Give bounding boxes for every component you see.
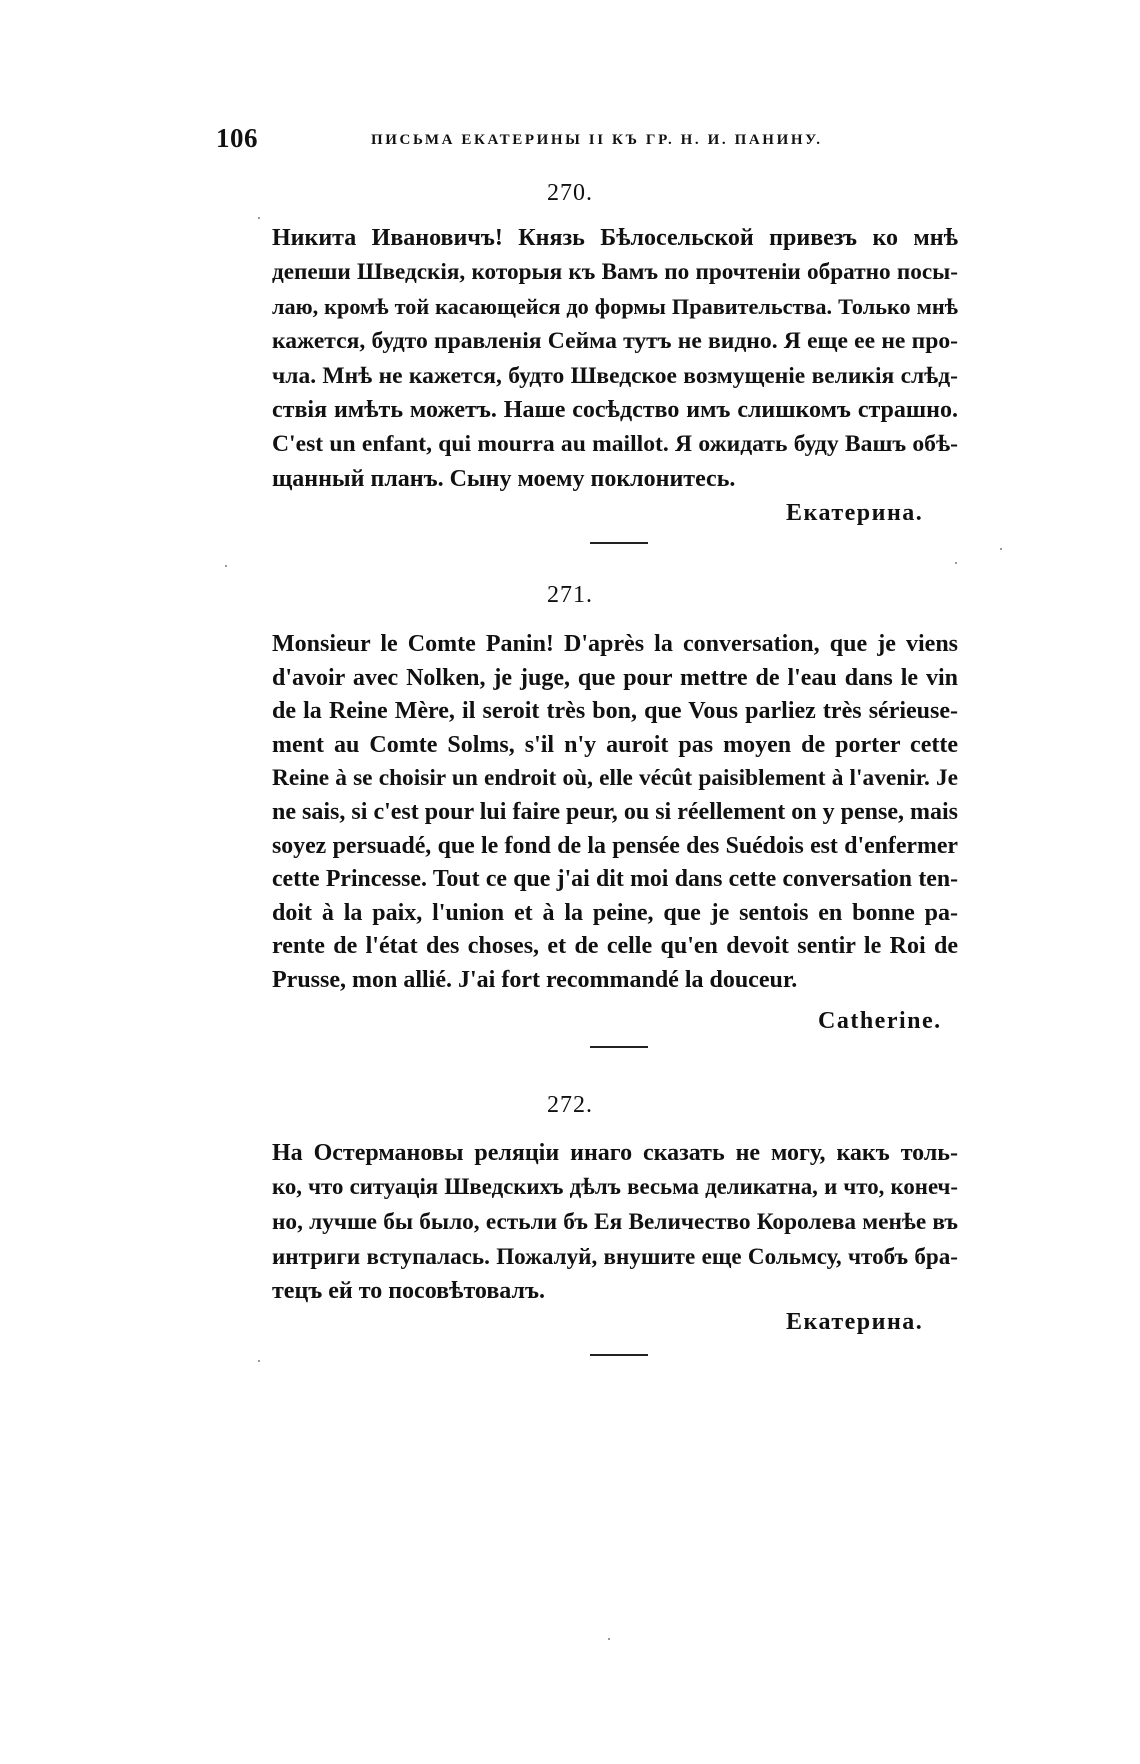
running-head-title: ПИСЬМА ЕКАТЕРИНЫ II КЪ ГР. Н. И. ПАНИНУ.: [371, 132, 823, 148]
text-line: doit à la paix, l'union et à la peine, que je sentois en bonne pa-: [272, 899, 958, 926]
letter-272-body: [272, 1136, 958, 1308]
text-line: ne sais, si c'est pour lui faire peur, ou si réellement on y pense, mais: [272, 798, 958, 825]
letter-271-signature: Catherine.: [818, 1008, 942, 1034]
letter-number-271: 271.: [547, 582, 593, 608]
text-line: Никита Ивановичъ! Князь Бѣлосельской привезъ ко мнѣ: [272, 225, 958, 251]
text-line: тецъ ей то посовѣтовалъ.: [272, 1277, 545, 1304]
text-line: cette Princesse. Tout ce que j'ai dit moi dans cette conversation ten-: [272, 866, 958, 893]
page-number: 106: [216, 123, 258, 153]
scan-speck: [955, 562, 957, 564]
scan-speck: [258, 217, 260, 219]
text-line: депеши Шведскія, которыя къ Вамъ по прочтеніи обратно посы-: [272, 259, 958, 286]
scan-speck: [258, 1360, 260, 1362]
letter-270-signature: Екатерина.: [786, 500, 924, 526]
text-line: На Остермановы реляціи инаго сказать не могу, какъ толь-: [272, 1140, 958, 1166]
text-line: но, лучше бы было, естьли бъ Ея Величество Королева менѣе въ: [272, 1208, 958, 1235]
letter-271-body: [272, 628, 958, 998]
scan-speck: [608, 1638, 610, 1640]
scan-speck: [1000, 548, 1002, 550]
text-line: Monsieur le Comte Panin! D'après la conversation, que je viens: [272, 631, 958, 657]
text-line: soyez persuadé, que le fond de la pensée des Suédois est d'enfermer: [272, 832, 958, 859]
text-line: de la Reine Mère, il seroit très bon, que Vous parliez très sérieuse-: [272, 698, 958, 725]
letter-270-body: [272, 221, 958, 496]
text-line: кажется, будто правленія Сейма тутъ не видно. Я еще ее не про-: [272, 328, 958, 355]
letter-272-signature: Екатерина.: [786, 1309, 924, 1335]
section-divider: [590, 1354, 648, 1356]
section-divider: [590, 542, 648, 544]
scan-speck: [225, 565, 227, 567]
text-line: ко, что ситуація Шведскихъ дѣлъ весьма деликатна, и что, конеч-: [272, 1174, 958, 1200]
text-line: щанный планъ. Сыну моему поклонитесь.: [272, 465, 736, 492]
text-line: Prusse, mon allié. J'ai fort recommandé la douceur.: [272, 966, 798, 993]
letter-number-270: 270.: [547, 180, 593, 206]
text-line: C'est un enfant, qui mourra au maillot. Я ожидать буду Вашъ обѣ-: [272, 431, 958, 458]
text-line: Reine à se choisir un endroit où, elle vécût paisiblement à l'avenir. Je: [272, 765, 958, 792]
section-divider: [590, 1046, 648, 1048]
running-head: [216, 118, 902, 158]
text-line: rente de l'état des choses, et de celle qu'en devoit sentir le Roi de: [272, 933, 958, 960]
letter-number-272: 272.: [547, 1092, 593, 1118]
text-line: интриги вступалась. Пожалуй, внушите еще Сольмсу, чтобъ бра-: [272, 1243, 958, 1270]
text-line: лаю, кромѣ той касающейся до формы Правительства. Только мнѣ: [272, 293, 958, 319]
text-line: d'avoir avec Nolken, je juge, que pour mettre de l'eau dans le vin: [272, 664, 958, 691]
text-line: чла. Мнѣ не кажется, будто Шведское возмущеніе великія слѣд-: [272, 362, 958, 389]
text-line: ment au Comte Solms, s'il n'y auroit pas moyen de porter cette: [272, 731, 958, 758]
text-line: ствія имѣть можетъ. Наше сосѣдство имъ слишкомъ страшно.: [272, 397, 958, 424]
